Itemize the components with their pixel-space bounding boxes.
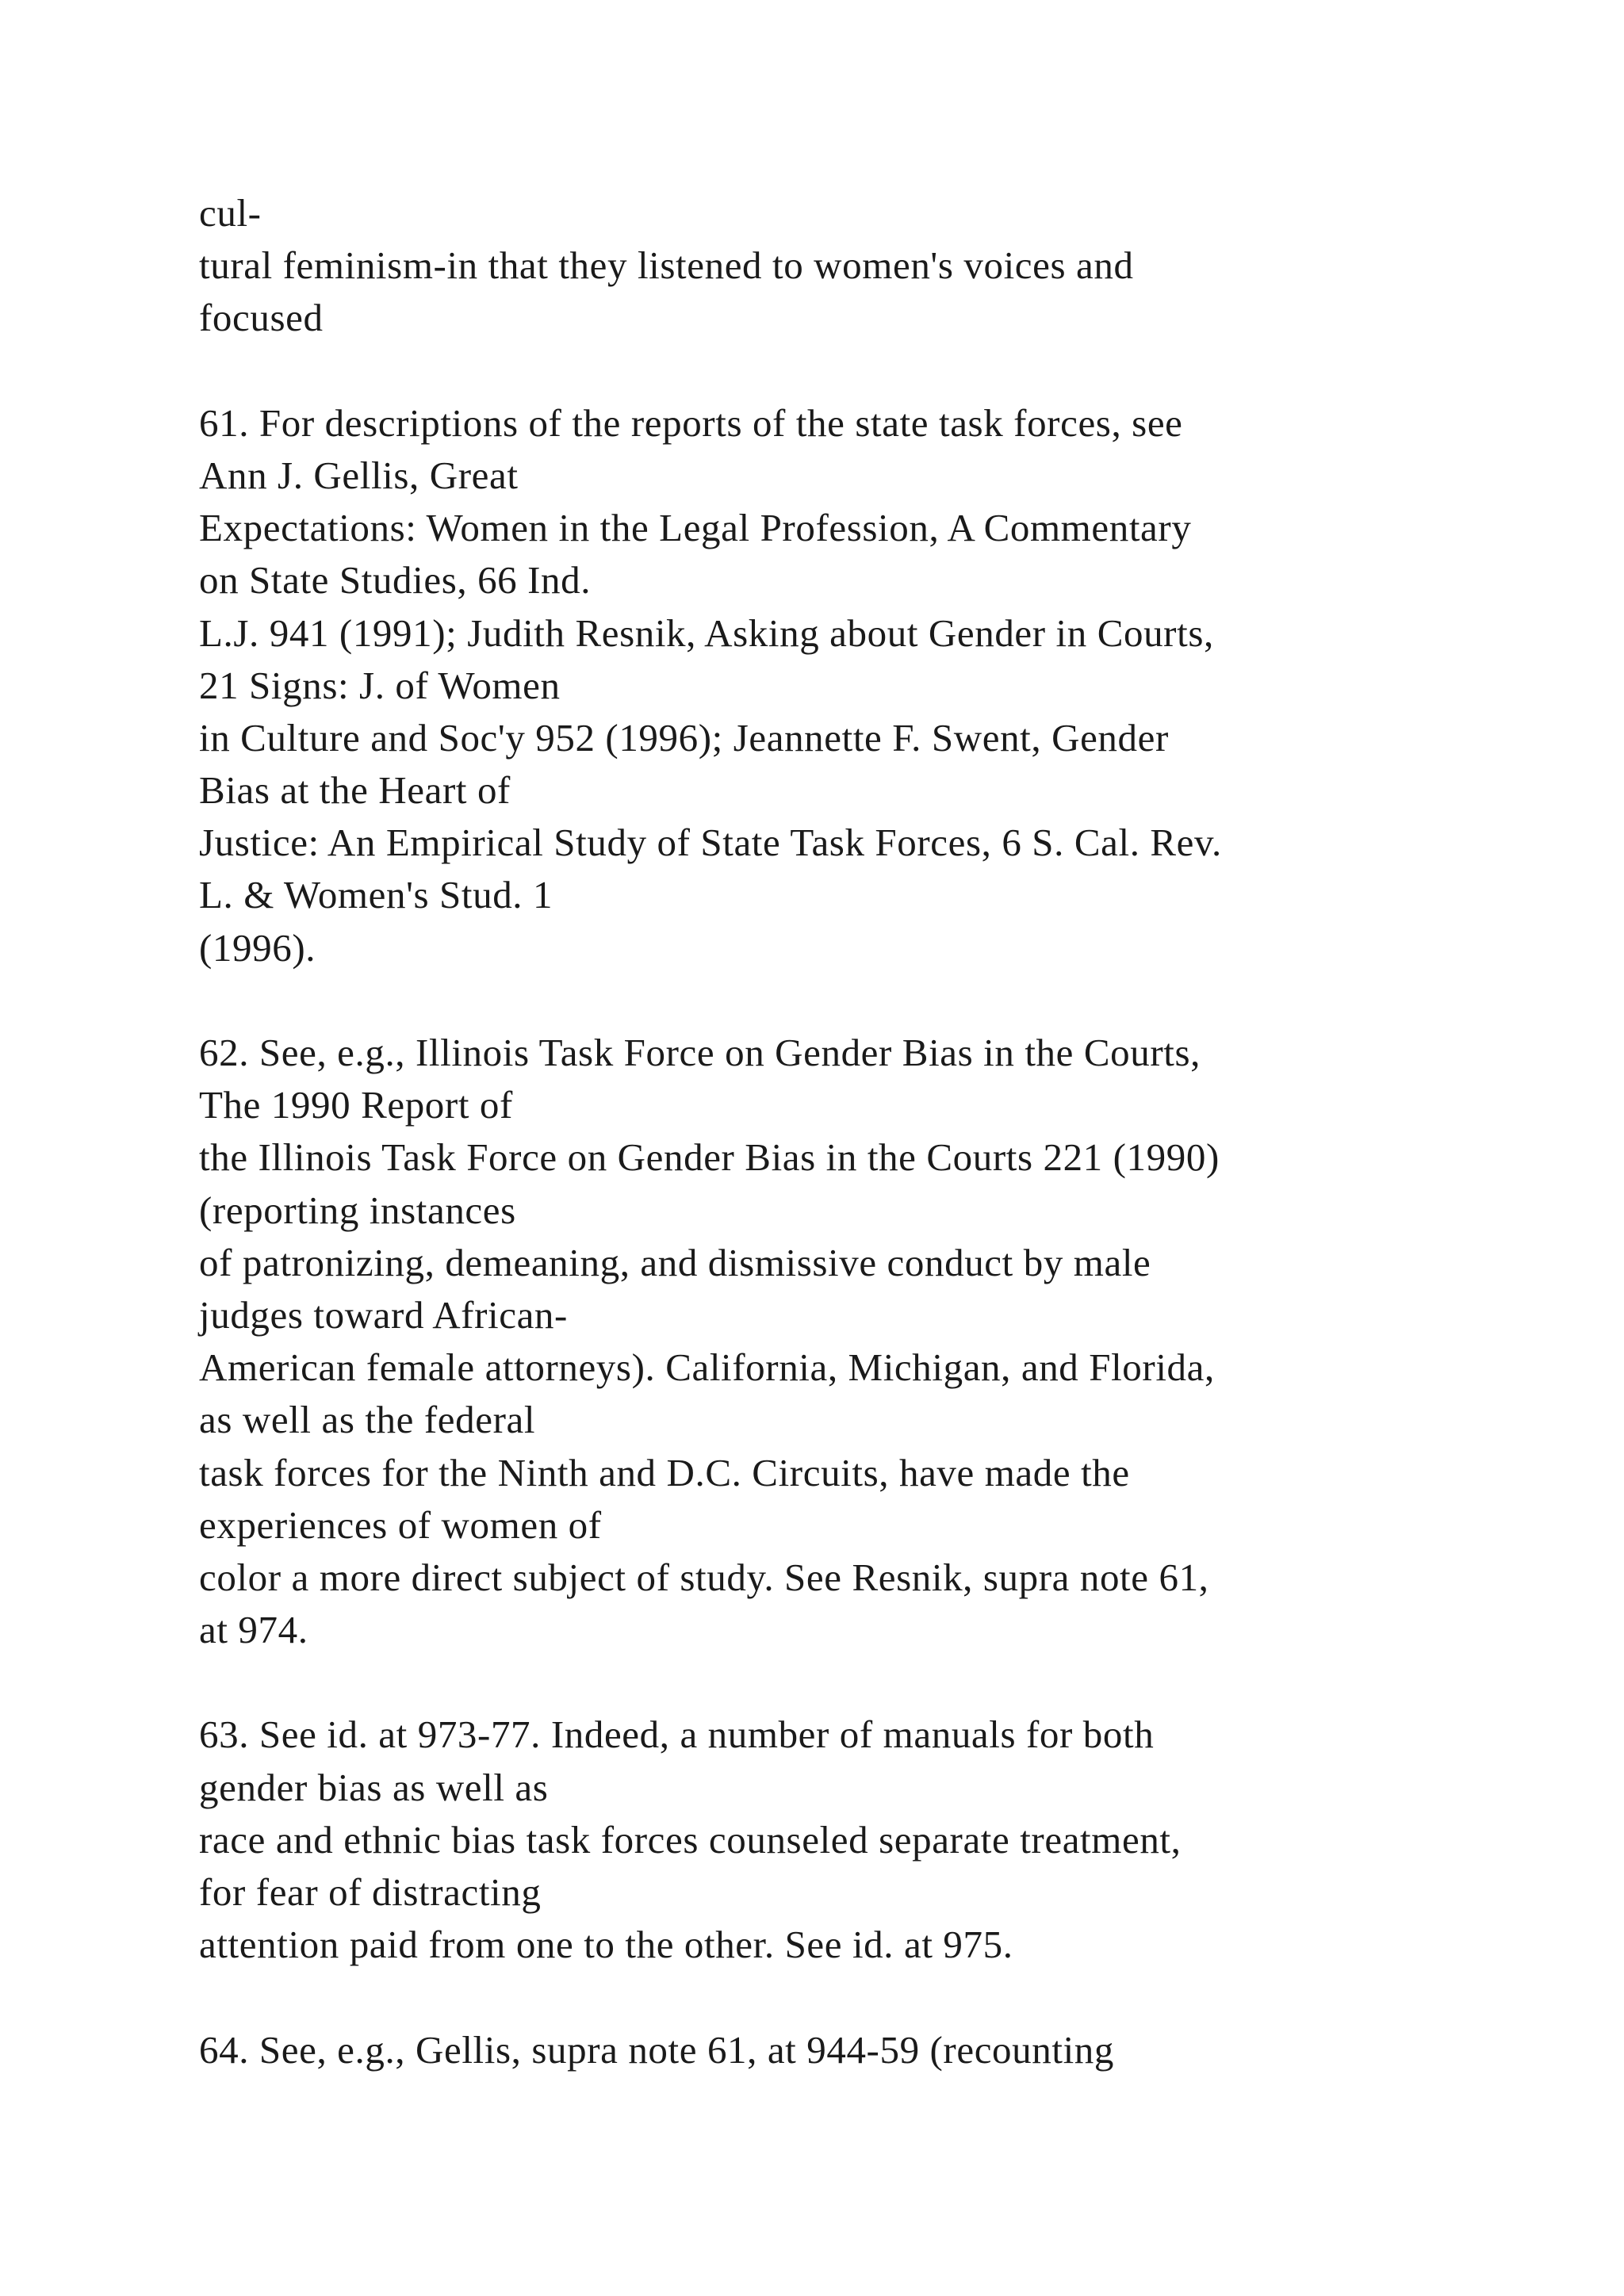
footnote-62-line: as well as the federal [199, 1398, 536, 1442]
footnote-62-line: task forces for the Ninth and D.C. Circuits, have made the [199, 1450, 1130, 1494]
footnote-62-line: of patronizing, demeaning, and dismissive conduct by male [199, 1240, 1151, 1284]
footnote-64-line: 64. See, e.g., Gellis, supra note 61, at 944-59 (recounting [199, 2027, 1114, 2072]
footnote-61-line: L. & Women's Stud. 1 [199, 873, 553, 917]
footnote-62-line: color a more direct subject of study. See Resnik, supra note 61, [199, 1555, 1209, 1599]
footnote-62-line: at 974. [199, 1608, 308, 1652]
footnote-61-line: Bias at the Heart of [199, 768, 511, 813]
footnote-61-line: Ann J. Gellis, Great [199, 453, 519, 497]
text-line: focused [199, 296, 324, 340]
text-line: cul- [199, 191, 262, 235]
footnote-61-line: on State Studies, 66 Ind. [199, 558, 592, 603]
footnote-62-line: American female attorneys). California, Michigan, and Florida, [199, 1345, 1215, 1390]
footnote-61-line: (1996). [199, 925, 316, 970]
footnote-61-line: Justice: An Empirical Study of State Task Forces, 6 S. Cal. Rev. [199, 821, 1222, 865]
paragraph-gap [199, 345, 1515, 397]
footnote-62-line: The 1990 Report of [199, 1083, 513, 1127]
paragraph-gap [199, 974, 1515, 1027]
footnote-63-line: for fear of distracting [199, 1870, 542, 1914]
footnote-62-line: experiences of women of [199, 1502, 602, 1547]
footnote-61-line: Expectations: Women in the Legal Profession, A Commentary [199, 506, 1192, 550]
footnote-63-line: attention paid from one to the other. See id. at 975. [199, 1923, 1013, 1967]
document-text [199, 187, 1515, 2076]
footnote-62-line: (reporting instances [199, 1188, 516, 1232]
footnote-62-line: the Illinois Task Force on Gender Bias in the Courts 221 (1990) [199, 1135, 1220, 1180]
text-line: tural feminism-in that they listened to women's voices and [199, 243, 1134, 288]
footnote-61-line: 21 Signs: J. of Women [199, 663, 561, 707]
footnote-62-line: 62. See, e.g., Illinois Task Force on Gender Bias in the Courts, [199, 1031, 1201, 1074]
paragraph-gap [199, 1656, 1515, 1709]
footnote-61-line: in Culture and Soc'y 952 (1996); Jeannette F. Swent, Gender [199, 715, 1169, 760]
footnote-63-line: gender bias as well as [199, 1765, 549, 1809]
paragraph-gap [199, 1971, 1515, 2023]
footnote-62-line: judges toward African- [199, 1292, 568, 1337]
footnote-61-line: 61. For descriptions of the reports of the state task forces, see [199, 400, 1183, 445]
footnote-63-line: 63. See id. at 973-77. Indeed, a number of manuals for both [199, 1712, 1155, 1757]
footnote-63-line: race and ethnic bias task forces counseled separate treatment, [199, 1817, 1182, 1862]
footnote-61-line: L.J. 941 (1991); Judith Resnik, Asking about Gender in Courts, [199, 610, 1214, 655]
